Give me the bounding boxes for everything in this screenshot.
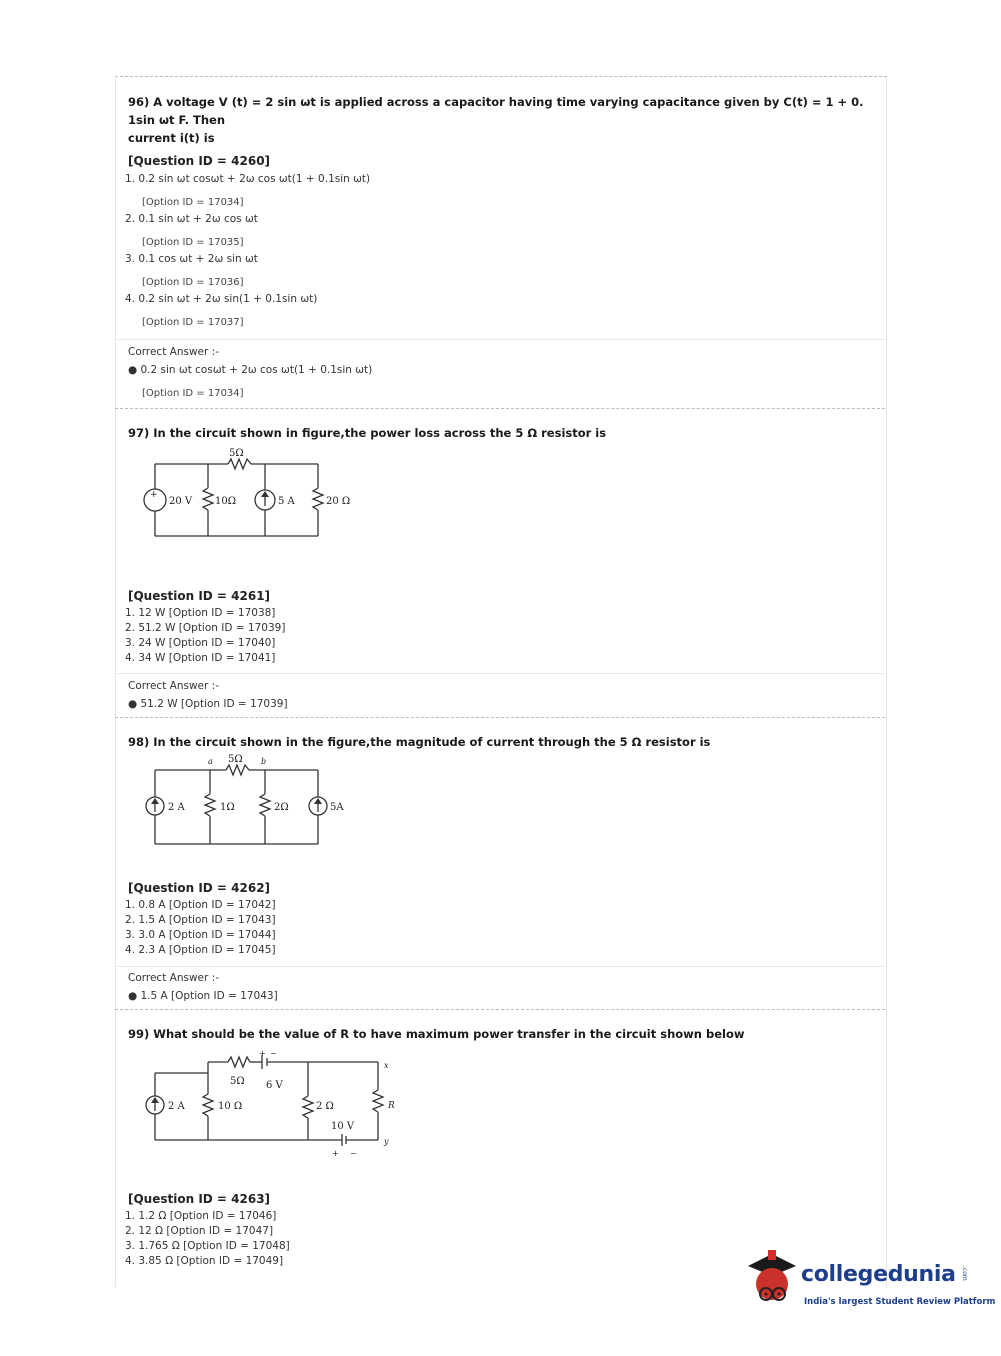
svg-text:+: + xyxy=(150,490,158,500)
svg-text:5Ω: 5Ω xyxy=(229,448,244,459)
q96-correct-answer: ● 0.2 sin ωt cosωt + 2ω cos ωt(1 + 0.1sin ωt) xyxy=(128,364,373,376)
svg-text:5Ω: 5Ω xyxy=(230,1076,245,1087)
q98-correct-label: Correct Answer :- xyxy=(128,972,219,984)
svg-text:2 A: 2 A xyxy=(168,1101,185,1112)
separator xyxy=(115,408,885,409)
question-98-id: [Question ID = 4262] xyxy=(128,881,271,895)
q99-circuit-diagram xyxy=(140,1048,400,1163)
brand-tagline: India's largest Student Review Platform xyxy=(804,1297,996,1307)
q96-option-2-id: [Option ID = 17035] xyxy=(142,237,244,248)
svg-text:y: y xyxy=(384,1137,389,1146)
q97-correct-label: Correct Answer :- xyxy=(128,680,219,692)
q96-option-4-id: [Option ID = 17037] xyxy=(142,317,244,328)
q98-option-3: 3. 3.0 A [Option ID = 17044] xyxy=(125,929,276,941)
q97-option-3: 3. 24 W [Option ID = 17040] xyxy=(125,637,276,649)
svg-text:20 V: 20 V xyxy=(169,496,193,507)
svg-text:20 Ω: 20 Ω xyxy=(326,496,351,507)
svg-text:x: x xyxy=(384,1061,389,1070)
q96-option-3: 3. 0.1 cos ωt + 2ω sin ωt xyxy=(125,253,258,265)
svg-text:5Ω: 5Ω xyxy=(228,754,243,765)
separator xyxy=(115,717,885,718)
q96-option-1-id: [Option ID = 17034] xyxy=(142,197,244,208)
question-99-id: [Question ID = 4263] xyxy=(128,1192,271,1206)
brand-com: .com xyxy=(961,1266,968,1281)
q96-option-3-id: [Option ID = 17036] xyxy=(142,277,244,288)
q97-option-4: 4. 34 W [Option ID = 17041] xyxy=(125,652,276,664)
divider xyxy=(115,673,885,674)
svg-text:10 Ω: 10 Ω xyxy=(218,1101,243,1112)
brand-name: collegedunia xyxy=(801,1262,956,1287)
svg-text:5A: 5A xyxy=(330,802,344,813)
svg-text:−: − xyxy=(270,1049,277,1058)
question-97-text: 97) In the circuit shown in figure,the power loss across the 5 Ω resistor is xyxy=(128,426,607,440)
q98-correct-answer: ● 1.5 A [Option ID = 17043] xyxy=(128,990,278,1002)
question-98-text: 98) In the circuit shown in the figure,the magnitude of current through the 5 Ω resistor is xyxy=(128,735,711,749)
svg-text:10Ω: 10Ω xyxy=(215,496,237,507)
q96-option-4: 4. 0.2 sin ωt + 2ω sin(1 + 0.1sin ωt) xyxy=(125,293,318,305)
svg-text:2 A: 2 A xyxy=(168,802,185,813)
q97-option-1: 1. 12 W [Option ID = 17038] xyxy=(125,607,276,619)
question-96-id: [Question ID = 4260] xyxy=(128,154,271,168)
question-96-text: 96) A voltage V (t) = 2 sin ωt is applied across a capacitor having time varying capacitance given by C(t) = 1 + 0. 1sin ωt F. Then current i(t) is xyxy=(128,95,864,145)
svg-text:R: R xyxy=(388,1101,395,1111)
q97-option-2: 2. 51.2 W [Option ID = 17039] xyxy=(125,622,286,634)
q98-option-4: 4. 2.3 A [Option ID = 17045] xyxy=(125,944,276,956)
divider xyxy=(115,339,885,340)
svg-text:+: + xyxy=(259,1049,266,1058)
q99-option-4: 4. 3.85 Ω [Option ID = 17049] xyxy=(125,1255,284,1267)
q97-correct-answer: ● 51.2 W [Option ID = 17039] xyxy=(128,698,288,710)
svg-text:−: − xyxy=(350,1149,357,1158)
svg-text:6 V: 6 V xyxy=(266,1080,283,1091)
svg-text:a: a xyxy=(208,757,213,766)
separator xyxy=(115,1009,885,1010)
q99-option-2: 2. 12 Ω [Option ID = 17047] xyxy=(125,1225,274,1237)
svg-text:10 V: 10 V xyxy=(331,1121,355,1132)
divider xyxy=(115,966,885,967)
q96-correct-label: Correct Answer :- xyxy=(128,346,219,358)
svg-text:2Ω: 2Ω xyxy=(274,802,289,813)
q99-option-1: 1. 1.2 Ω [Option ID = 17046] xyxy=(125,1210,277,1222)
svg-text:+: + xyxy=(332,1149,339,1158)
q98-circuit-diagram xyxy=(140,750,370,850)
question-99-text: 99) What should be the value of R to have maximum power transfer in the circuit shown below xyxy=(128,1027,745,1041)
q96-correct-id: [Option ID = 17034] xyxy=(142,388,244,399)
q98-option-2: 2. 1.5 A [Option ID = 17043] xyxy=(125,914,276,926)
svg-text:2 Ω: 2 Ω xyxy=(316,1101,334,1112)
svg-text:1Ω: 1Ω xyxy=(220,802,235,813)
q96-option-1: 1. 0.2 sin ωt cosωt + 2ω cos ωt(1 + 0.1sin ωt) xyxy=(125,173,371,185)
svg-text:b: b xyxy=(261,757,267,766)
question-97-id: [Question ID = 4261] xyxy=(128,589,271,603)
q97-circuit-diagram xyxy=(140,442,370,542)
q96-option-2: 2. 0.1 sin ωt + 2ω cos ωt xyxy=(125,213,258,225)
q99-option-3: 3. 1.765 Ω [Option ID = 17048] xyxy=(125,1240,290,1252)
svg-text:5 A: 5 A xyxy=(278,496,295,507)
q98-option-1: 1. 0.8 A [Option ID = 17042] xyxy=(125,899,276,911)
collegedunia-mascot-icon xyxy=(742,1248,802,1318)
